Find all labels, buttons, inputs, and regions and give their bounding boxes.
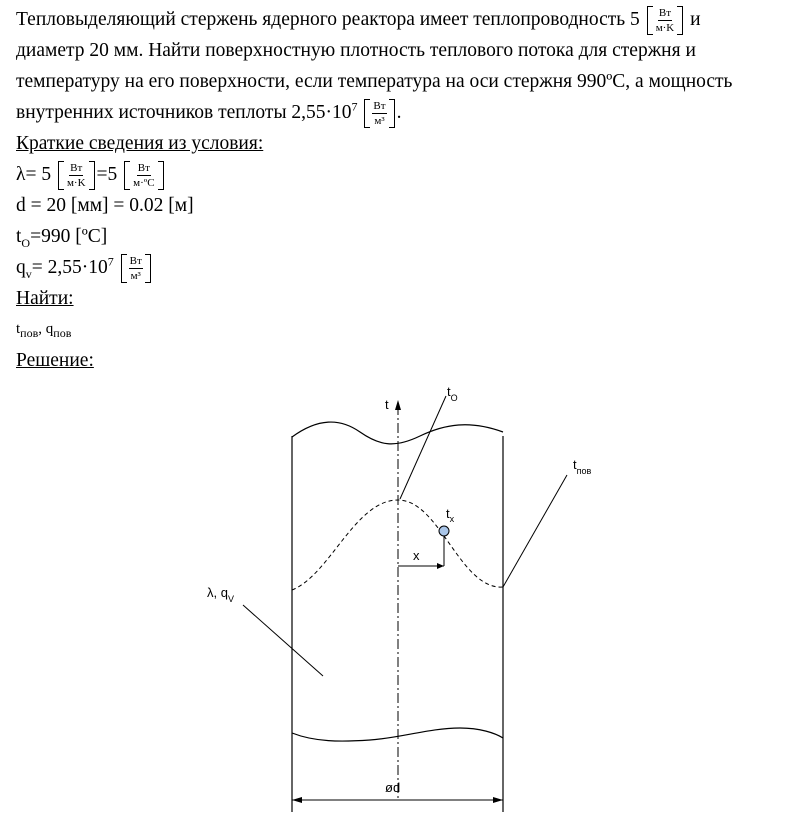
lambda-leader [243, 605, 323, 676]
diameter-label: ød [385, 780, 401, 795]
qv-q: q [16, 257, 26, 279]
lambda-label-sub: V [227, 594, 234, 604]
tx-point [439, 526, 449, 536]
problem-line-2: диаметр 20 мм. Найти поверхностную плотность теплового потока для стержня и [16, 40, 696, 62]
problem-text-1: Тепловыделяющий стержень ядерного реактора имеет теплопроводность 5 [16, 9, 640, 30]
find-sep: , q [38, 321, 54, 338]
problem-text-1-end: и [690, 9, 701, 30]
lambda-qv-label [207, 585, 234, 604]
axis-arrow-icon [395, 400, 401, 410]
tx-label-main: t [446, 506, 450, 521]
t0-label [447, 384, 458, 403]
x-label: x [413, 548, 420, 563]
problem-line-3: температуру на его поверхности, если температура на оси стержня 990ºС, а мощность [16, 71, 733, 93]
find-heading: Найти: [16, 288, 74, 310]
lambda-mid: =5 [96, 164, 118, 186]
lambda-u1-den: м·K [66, 177, 86, 190]
find-t: t [16, 321, 21, 338]
given-diameter: d = 20 [мм] = 0.02 [м] [16, 195, 194, 217]
x-arrow-icon [437, 563, 444, 569]
t0-label-sub: O [450, 393, 458, 403]
t0-rest: =990 [ºC] [30, 226, 108, 248]
exponent: 7 [351, 99, 358, 114]
tx-label-sub: x [449, 514, 455, 524]
tpov-label-sub: пов [576, 466, 592, 476]
find-t-sub: пов [20, 326, 39, 341]
unit1-denominator: м·K [655, 22, 675, 35]
diameter-arrow-right-icon [493, 797, 503, 803]
t0-leader [400, 396, 446, 499]
t0-sub: O [21, 235, 31, 250]
problem-text-4: внутренних источников теплоты 2,55·10 [16, 102, 352, 124]
lambda-u2-num: Вт [137, 162, 150, 175]
find-q-sub: пов [53, 326, 72, 341]
unit1-numerator: Вт [658, 7, 672, 20]
period: . [396, 102, 402, 124]
qv-rest: = 2,55·10 [31, 257, 108, 279]
tpov-label-main: t [573, 457, 577, 472]
lambda-label-main: λ, q [207, 585, 228, 600]
qv-sub: v [25, 266, 32, 281]
qv-u-num: Вт [129, 255, 142, 268]
diameter-arrow-left-icon [292, 797, 302, 803]
unit2-denominator: м³ [374, 115, 385, 128]
tx-label [446, 506, 455, 524]
solution-heading: Решение: [16, 350, 94, 372]
lambda-prefix: λ= 5 [16, 164, 52, 186]
t0-t: t [16, 226, 22, 248]
t0-label-main: t [447, 384, 451, 399]
qv-exp: 7 [107, 254, 114, 269]
axis-label: t [385, 397, 389, 412]
tpov-label [573, 457, 592, 476]
tpov-leader [503, 475, 567, 587]
lambda-u2-den: м·ºC [133, 177, 155, 190]
qv-u-den: м³ [130, 270, 141, 283]
lambda-u1-num: Вт [70, 162, 83, 175]
unit2-numerator: Вт [373, 100, 386, 113]
given-heading: Краткие сведения из условия: [16, 133, 264, 155]
